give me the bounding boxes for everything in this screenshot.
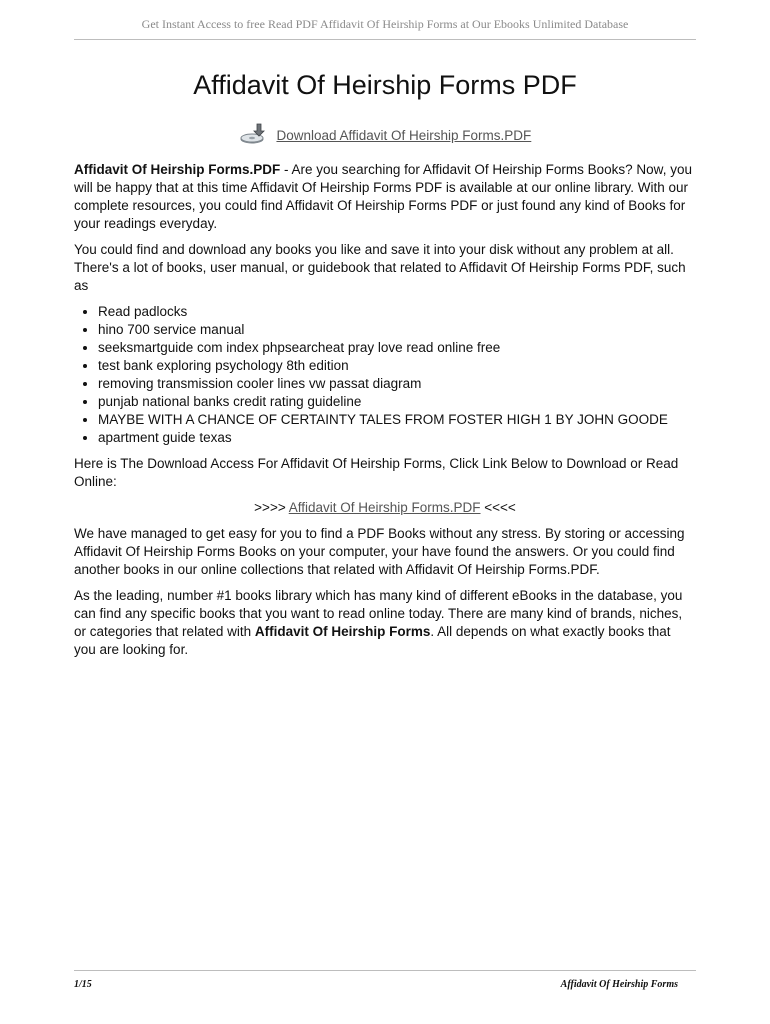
paragraph-download-access: Here is The Download Access For Affidavit Of Heirship Forms, Click Link Below to Download or Read Online: [74, 456, 679, 489]
center-link-prefix: >>>> [254, 500, 289, 515]
page-title: Affidavit Of Heirship Forms PDF [193, 70, 577, 100]
paragraph-leading-before: As the leading, number #1 books library which has many kind of different eBooks in the database, you can find any specific books that you want to read online today. There are many kind of brands, niches, or categories that related with [74, 588, 683, 639]
list-item: • removing transmission cooler lines vw passat diagram [98, 375, 696, 393]
list-item: • apartment guide texas [98, 429, 696, 447]
intro-text: - Are you searching for Affidavit Of Heirship Forms Books? Now, you will be happy that at this time Affidavit Of Heirship Forms PDF is available at our online library. With our complete resources, you could find Affidavit Of Heirship Forms PDF or just found any kind of Books for your readings everyday. [74, 162, 692, 231]
paragraph-leading-bold: Affidavit Of Heirship Forms [254, 624, 431, 639]
header-divider [74, 39, 696, 40]
related-books-list [74, 303, 696, 447]
center-link-row [74, 499, 696, 517]
list-item: • test bank exploring psychology 8th edition [98, 357, 696, 375]
list-item: • Read padlocks [98, 303, 696, 321]
paragraph-related: You could find and download any books you like and save it into your disk without any problem at all. There's a lot of books, user manual, or guidebook that related to Affidavit Of Heirship Forms PDF, such as [74, 242, 686, 293]
paragraph-managed: We have managed to get easy for you to find a PDF Books without any stress. By storing or accessing Affidavit Of Heirship Forms Books on your computer, your have found the answers. Or you could find another books in our online collections that related with Affidavit Of Heirship Forms.PDF. [74, 526, 685, 577]
center-download-link[interactable]: Affidavit Of Heirship Forms.PDF [288, 500, 481, 515]
header-banner: Get Instant Access to free Read PDF Affidavit Of Heirship Forms at Our Ebooks Unlimited Database [141, 17, 629, 31]
list-item: • punjab national banks credit rating guideline [98, 393, 696, 411]
footer-divider [74, 970, 696, 971]
list-item: • seeksmartguide com index phpsearcheat pray love read online free [98, 339, 696, 357]
page-number: 1/15 [74, 979, 92, 990]
center-link-suffix: <<<< [480, 500, 516, 515]
paragraph-leading-after: . All depends on what exactly books that you are looking for. [74, 624, 671, 657]
download-row [74, 123, 696, 148]
list-item: • hino 700 service manual [98, 321, 696, 339]
intro-paragraph [74, 161, 696, 233]
footer-title: Affidavit Of Heirship Forms [560, 979, 678, 990]
download-disk-icon[interactable] [239, 123, 269, 148]
intro-bold-lead: Affidavit Of Heirship Forms.PDF [74, 162, 281, 177]
paragraph-leading [74, 587, 696, 659]
list-item: • MAYBE WITH A CHANCE OF CERTAINTY TALES FROM FOSTER HIGH 1 BY JOHN GOODE [98, 411, 696, 429]
document-body [74, 161, 696, 667]
download-link[interactable]: Download Affidavit Of Heirship Forms.PDF [276, 128, 532, 143]
